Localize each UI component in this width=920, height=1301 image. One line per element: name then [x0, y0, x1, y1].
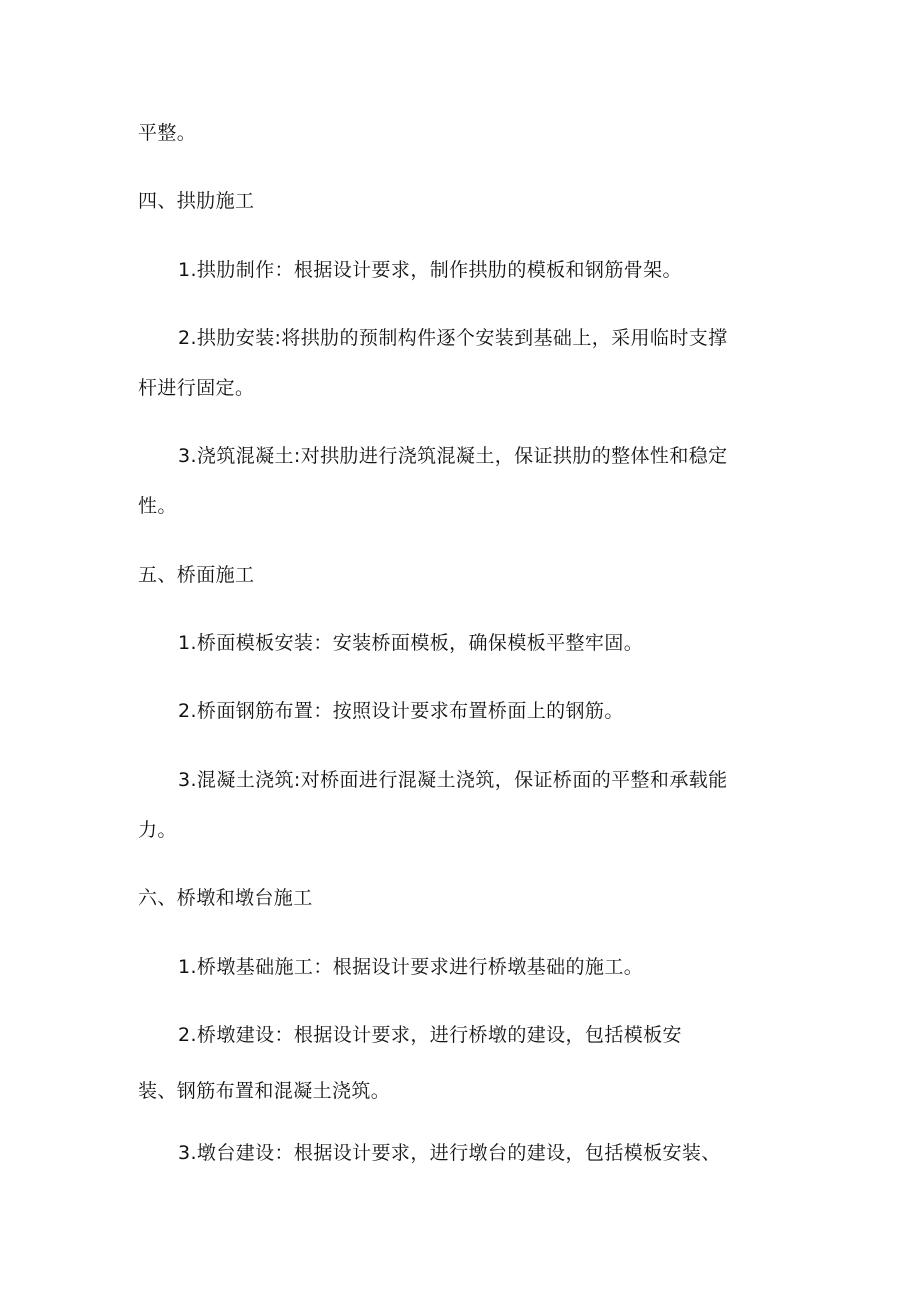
list-item: 1.拱肋制作：根据设计要求，制作拱肋的模板和钢筋骨架。 — [178, 259, 682, 281]
list-item-continuation: 性。 — [138, 495, 177, 517]
list-item: 3.墩台建设：根据设计要求，进行墩台的建设，包括模板安装、 — [178, 1142, 721, 1164]
list-item: 3.浇筑混凝土:对拱肋进行浇筑混凝土，保证拱肋的整体性和稳定 — [178, 445, 728, 467]
list-item: 3.混凝土浇筑:对桥面进行混凝土浇筑，保证桥面的平整和承载能 — [178, 769, 728, 791]
list-item-continuation: 力。 — [138, 819, 177, 841]
section-heading-pier: 六、桥墩和墩台施工 — [138, 887, 313, 909]
list-item-continuation: 杆进行固定。 — [138, 377, 255, 399]
list-item: 2.桥面钢筋布置：按照设计要求布置桥面上的钢筋。 — [178, 700, 624, 722]
list-item: 1.桥面模板安装：安装桥面模板，确保模板平整牢固。 — [178, 632, 644, 654]
list-item: 2.拱肋安装:将拱肋的预制构件逐个安装到基础上，采用临时支撑 — [178, 327, 728, 349]
section-heading-deck: 五、桥面施工 — [138, 564, 255, 586]
list-item: 2.桥墩建设：根据设计要求，进行桥墩的建设，包括模板安 — [178, 1024, 682, 1046]
list-item: 1.桥墩基础施工：根据设计要求进行桥墩基础的施工。 — [178, 956, 644, 978]
section-heading-arch-rib: 四、拱肋施工 — [138, 190, 255, 212]
paragraph-continuation: 平整。 — [138, 122, 197, 144]
list-item-continuation: 装、钢筋布置和混凝土浇筑。 — [138, 1080, 391, 1102]
